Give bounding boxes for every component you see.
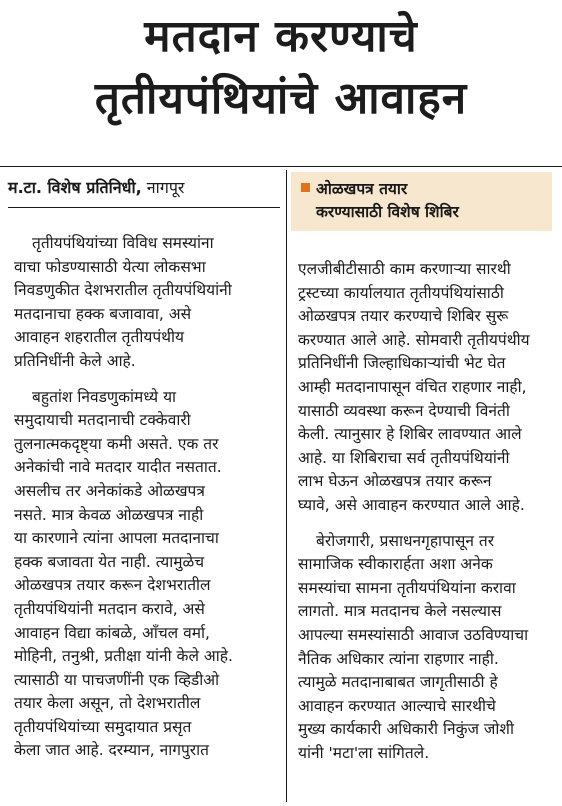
col1-line: मोहिनी, तनुश्री, प्रतीक्षा यांनी केले आहे. [14,647,233,666]
col2-line: प्रतिनिधींनी जिल्हाधिकाऱ्यांची भेट घेत [298,354,506,373]
callout-line-1: ओळखपत्र तयार [316,180,408,198]
col2-line: करण्यात आले आहे. सोमवारी तृतीयपंथीय [298,330,530,349]
col2-line: त्यामुळे मतदानाबाबत जागृतीसाठी हे [298,673,498,692]
col2-line: बेरोजगारी, प्रसाधनगृहापासून तर [316,531,495,550]
col2-line: ओळखपत्र तयार करण्याचे शिबिर सुरू [298,307,509,326]
square-bullet-icon [301,183,310,192]
col1-line: तृतीयपंथियांच्या विविध समस्यांना [32,234,214,252]
byline-reporter: म.टा. विशेष प्रतिनिधी, [8,178,142,197]
headline-line-1: मतदान करण्याचे [144,11,418,62]
col1-line: ओळखपत्र तयार करून देशभरातील [14,576,211,595]
col2-line: समस्यांचा सामना तृतीयपंथियांना करावा [298,578,516,597]
col2-line: सामाजिक स्वीकारार्हता अशा अनेक [298,555,493,574]
col1-line: वाचा फोडण्यासाठी येत्या लोकसभा [14,257,206,276]
col1-line: केला जात आहे. दरम्यान, नागपुरात [14,741,209,760]
col2-line: यासाठी व्यवस्था करून देण्याची विनंती [298,401,510,420]
article-headline [0,6,562,130]
col2-line: लाभ घेऊन ओळखपत्र तयार करून [298,472,492,491]
byline-place: नागपूर [146,178,185,197]
col1-line: बहुतांश निवडणुकांमध्ये या [32,387,177,406]
col2-line: आपल्या समस्यांसाठी आवाज उठविण्याचा [298,625,529,644]
col1-line: तयार केला असून, तो देशभरातील [14,694,201,713]
col2-line: आवाहन करण्यात आल्याचे सारथीचे [298,696,496,715]
col2-line: एलजीबीटीसाठी काम करणाऱ्या सारथी [298,260,511,278]
col1-line: असलीच तर अनेकांकडे ओळखपत्र [14,481,205,500]
col1-line: तुलनात्मकदृष्ट्या कमी असते. एक तर [14,434,219,453]
col2-line: ट्रस्टच्या कार्यालयात तृतीयपंथियांसाठी [298,283,504,302]
col2-line: घ्यावे, असे आवाहन करण्यात आले आहे. [298,495,525,514]
col2-line: यांनी 'मटा'ला सांगितले. [298,743,430,762]
col1-line: तृतीयपंथियांच्या समुदायात प्रसृत [14,717,192,736]
col1-line: मतदानाचा हक्क बजावावा, असे [14,304,192,323]
col2-line: लागतो. मात्र मतदानच केले नसल्यास [298,602,502,621]
col1-line: आवाहन शहरातील तृतीयपंथीय [14,328,185,347]
byline [8,177,276,199]
col1-line: तृतीयपंथियांनी मतदान करावे, असे [14,599,205,618]
article-column-2 [298,258,552,765]
sidebar-callout [291,172,552,231]
col1-line: हक्क बजावता येत नाही. त्यामुळेच [14,552,205,571]
col1-line: त्यासाठी या पाचजणींनी एक व्हिडीओ [14,670,220,689]
col1-line: आवाहन विद्या कांबळे, आँचल वर्मा, [14,623,210,642]
col1-line: अनेकांची नावे मतदार यादीत नसतात. [14,458,222,477]
col1-line: समुदायाची मतदानाची टक्केवारी [14,411,191,430]
col2-line: आम्ही मतदानापासून वंचित राहणार नाही, [298,377,527,396]
col2-line: केली. त्यानुसार हे शिबिर लावण्यात आले [298,425,522,444]
col1-line: निवडणुकीत देशभरातील तृतीयपंथियांनी [14,281,232,300]
callout-line-2: करण्यासाठी विशेष शिबिर [316,203,459,221]
col2-line: नैतिक अधिकार त्यांना राहणार नाही. [298,649,499,668]
header-divider [0,166,562,167]
article-column-1 [14,232,279,763]
col1-line: प्रतिनिधींनी केले आहे. [14,351,136,370]
column-divider [286,170,287,802]
headline-line-2: तृतीयपंथियांचे आवाहन [94,73,468,124]
col1-line: नसते. मात्र केवळ ओळखपत्र नाही [14,505,204,524]
byline-underline [8,207,280,208]
col2-line: मुख्य कार्यकारी अधिकारी निकुंज जोशी [298,720,514,739]
col2-line: आहे. या शिबिराचा सर्व तृतीयपंथियांनी [298,448,510,467]
col1-line: या कारणाने त्यांना आपला मतदानाचा [14,529,219,548]
